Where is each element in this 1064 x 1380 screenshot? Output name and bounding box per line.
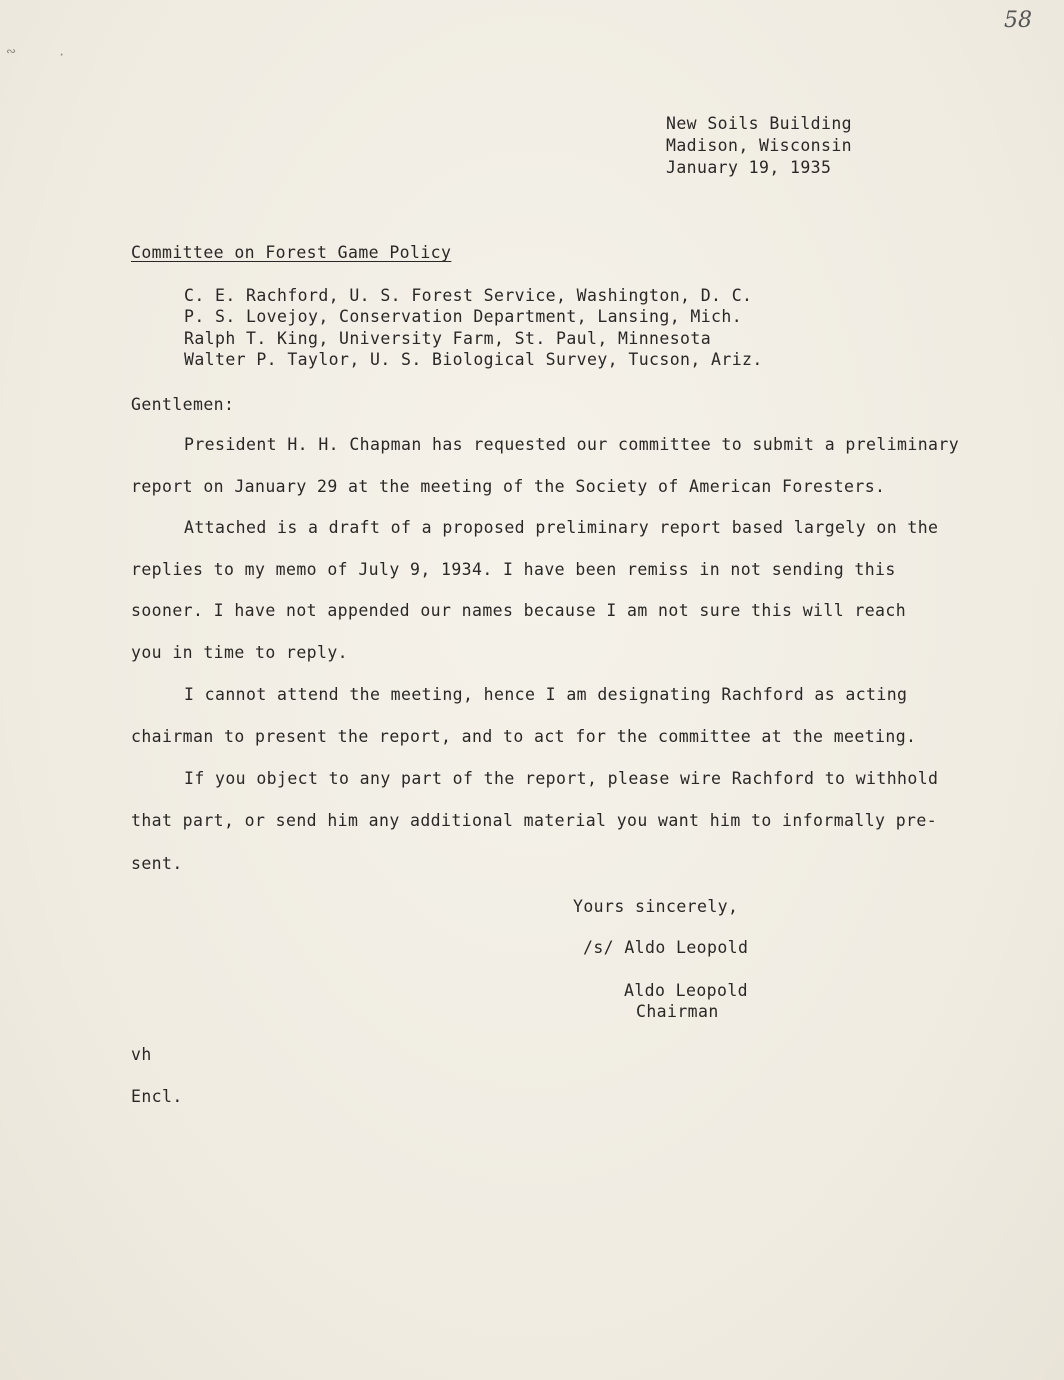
committee-member: Walter P. Taylor, U. S. Biological Survey, Tucson, Ariz.	[184, 350, 763, 369]
body-line: chairman to present the report, and to act for the committee at the meeting.	[131, 727, 917, 746]
body-line: President H. H. Chapman has requested our committee to submit a preliminary	[184, 435, 960, 454]
return-address-line2: Madison, Wisconsin	[666, 136, 853, 155]
typist-initials: vh	[131, 1045, 152, 1064]
body-line: report on January 29 at the meeting of the Society of American Foresters.	[131, 477, 886, 496]
margin-smudge: ∾	[6, 44, 17, 58]
body-line: sent.	[131, 854, 183, 873]
committee-member: P. S. Lovejoy, Conservation Department, Lansing, Mich.	[184, 307, 743, 326]
signature: /s/ Aldo Leopold	[583, 938, 749, 957]
addressee-heading: Committee on Forest Game Policy	[131, 243, 452, 262]
return-address-line1: New Soils Building	[666, 114, 853, 133]
page-number: 58	[1004, 8, 1032, 33]
body-line: you in time to reply.	[131, 643, 349, 662]
enclosure-note: Encl.	[131, 1087, 183, 1106]
body-line: If you object to any part of the report, please wire Rachford to withhold	[184, 769, 939, 788]
body-line: replies to my memo of July 9, 1934. I have been remiss in not sending this	[131, 560, 896, 579]
committee-member: C. E. Rachford, U. S. Forest Service, Washington, D. C.	[184, 286, 753, 305]
signer-name: Aldo Leopold	[624, 981, 749, 1000]
body-line: I cannot attend the meeting, hence I am designating Rachford as acting	[184, 685, 908, 704]
signer-title: Chairman	[636, 1002, 719, 1021]
letter-date: January 19, 1935	[666, 158, 832, 177]
margin-smudge: ·	[58, 48, 66, 62]
body-line: Attached is a draft of a proposed preliminary report based largely on the	[184, 518, 939, 537]
committee-member: Ralph T. King, University Farm, St. Paul, Minnesota	[184, 329, 712, 348]
body-line: sooner. I have not appended our names because I am not sure this will reach	[131, 601, 907, 620]
body-line: that part, or send him any additional material you want him to informally pre-	[131, 811, 938, 830]
salutation: Gentlemen:	[131, 395, 235, 414]
complimentary-close: Yours sincerely,	[573, 897, 739, 916]
